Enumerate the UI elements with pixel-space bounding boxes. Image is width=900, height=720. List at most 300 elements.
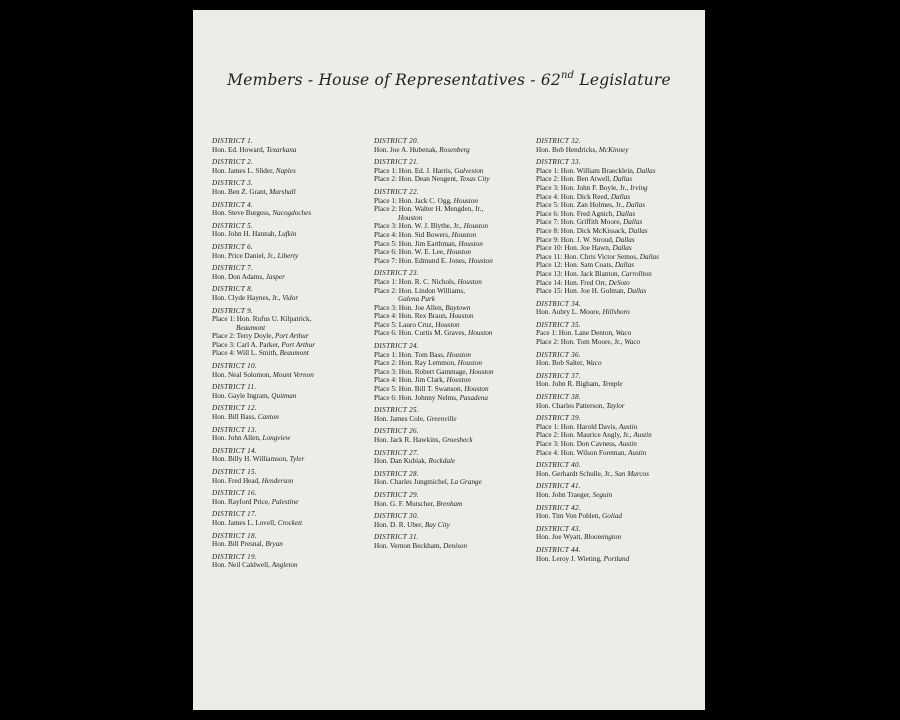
member-line <box>212 498 367 507</box>
member-name: Place 3: Hon. Robert Gammage, <box>374 367 470 376</box>
district-heading: DISTRICT 42. <box>536 503 582 512</box>
member-line <box>536 449 702 458</box>
member-city: McKinney <box>598 145 629 154</box>
member-city: Houston <box>435 320 460 329</box>
district-block <box>536 393 702 410</box>
member-line <box>536 440 702 449</box>
member-name: Hon. Charles Patterson, <box>536 401 607 410</box>
member-city: Port Arthur <box>281 340 315 349</box>
member-city: Irving <box>630 183 648 192</box>
member-line <box>536 218 702 227</box>
member-city: Houston <box>451 230 477 239</box>
member-city: Rosenberg <box>439 145 470 154</box>
district-block <box>374 342 532 402</box>
member-city: Galena Park <box>398 295 435 304</box>
member-name: Place 2: Terry Doyle, <box>212 332 276 341</box>
member-line <box>374 359 532 368</box>
member-city: Austin <box>618 422 638 431</box>
district-heading: DISTRICT 43. <box>536 524 582 533</box>
member-line <box>374 394 532 403</box>
member-line <box>212 477 367 486</box>
district-heading: DISTRICT 16. <box>212 489 258 498</box>
member-name: Place 10: Hon. Joe Hawn, <box>536 244 613 253</box>
district-block <box>536 321 702 347</box>
member-line <box>536 146 702 155</box>
member-name: Place 4: Hon. Jim Clark, <box>374 376 447 385</box>
district-heading: DISTRICT 34. <box>536 299 582 308</box>
member-city: Rockdale <box>428 457 456 466</box>
member-line <box>212 349 367 358</box>
member-line <box>536 175 702 184</box>
district-heading: DISTRICT 26. <box>374 427 420 436</box>
district-heading: DISTRICT 6. <box>212 242 254 251</box>
district-block <box>212 426 367 443</box>
member-line <box>374 457 532 466</box>
member-city: Hillsboro <box>602 308 630 317</box>
member-city: Denison <box>443 541 468 550</box>
member-line <box>374 248 532 257</box>
member-name: Hon. John R. Bigham, <box>536 380 603 389</box>
member-name: Place 5: Lauro Cruz, <box>374 320 436 329</box>
district-heading: DISTRICT 37. <box>536 371 582 380</box>
member-line <box>212 413 367 422</box>
member-city: Houston <box>457 277 482 286</box>
district-heading: DISTRICT 7. <box>212 264 254 273</box>
district-heading: DISTRICT 13. <box>212 425 258 434</box>
member-name: Place 2: Hon. Dean Neugent, <box>374 175 460 184</box>
member-name: Hon. Leroy J. Wieting, <box>536 554 604 563</box>
district-heading: DISTRICT 41. <box>536 482 582 491</box>
district-block <box>536 300 702 317</box>
title-superscript: nd <box>560 70 575 81</box>
member-city: Dallas <box>615 235 635 244</box>
member-line <box>212 392 367 401</box>
member-name: Hon. James Cole, <box>374 414 427 423</box>
member-name: Hon. Bob Hendricks, <box>536 145 599 154</box>
member-name: Place 6: Hon. W. E. Lee, <box>374 248 447 257</box>
member-name: Place 6: Hon. Curtis M. Graves, <box>374 329 469 338</box>
district-heading: DISTRICT 1. <box>212 137 254 145</box>
district-block <box>212 179 367 196</box>
member-name: Hon. Neal Solomon, <box>212 370 273 379</box>
member-line <box>536 210 702 219</box>
member-city: Henderson <box>261 476 294 485</box>
member-name: Hon. John H. Hannah, <box>212 230 279 239</box>
member-name: Hon. Steve Burgess, <box>212 209 273 218</box>
member-city: Dallas <box>636 166 656 175</box>
member-name: Hon. Charles Jungmichel, <box>374 478 451 487</box>
member-name: Place 2: Hon. Walter H. Mengden, Jr., <box>374 205 484 214</box>
member-line <box>536 533 702 542</box>
member-line <box>212 167 367 176</box>
member-name: Hon. Bill Presnal, <box>212 540 266 549</box>
district-heading: DISTRICT 29. <box>374 490 420 499</box>
member-city: Houston <box>458 239 483 248</box>
member-line <box>536 193 702 202</box>
member-city: La Grange <box>450 478 482 487</box>
district-heading: DISTRICT 11. <box>212 383 257 392</box>
member-line <box>536 512 702 521</box>
district-heading: DISTRICT 21. <box>374 158 420 167</box>
district-block <box>374 512 532 529</box>
member-line <box>536 253 702 262</box>
member-line <box>212 146 367 155</box>
member-city: Canton <box>257 413 279 422</box>
member-line <box>536 167 702 176</box>
member-name: Place 4: Hon. Dick Reed, <box>536 192 611 201</box>
member-line <box>374 287 532 296</box>
member-city: Nacogdoches <box>272 209 312 218</box>
member-city: Dallas <box>616 209 636 218</box>
member-city: Houston <box>449 312 474 321</box>
member-city: Palestine <box>271 497 299 506</box>
member-name: Place 6: Hon. Johnny Nelms, <box>374 393 460 402</box>
member-city: Houston <box>464 385 489 394</box>
member-city: Temple <box>602 380 623 389</box>
member-line <box>536 491 702 500</box>
member-city: Austin <box>628 448 647 457</box>
member-name: Place 5: Hon. Zan Holmes, Jr., <box>536 201 626 210</box>
column-1 <box>212 137 367 574</box>
member-line <box>374 436 532 445</box>
district-block <box>212 468 367 485</box>
member-name: Place 5: Hon. Jim Earthman, <box>374 239 459 248</box>
district-heading: DISTRICT 44. <box>536 545 582 554</box>
district-block <box>212 264 367 281</box>
member-line <box>536 279 702 288</box>
member-name: Place 3: Carl A. Parker, <box>212 340 282 349</box>
column-3 <box>536 137 702 567</box>
member-line <box>374 197 532 206</box>
district-heading: DISTRICT 28. <box>374 469 420 478</box>
member-name: Place 5: Hon. Bill T. Swanson, <box>374 385 465 394</box>
member-line <box>536 227 702 236</box>
member-city: Taylor <box>606 401 625 410</box>
member-name: Hon. Joe A. Hubenak, <box>374 145 440 154</box>
district-block <box>536 525 702 542</box>
member-city: Naples <box>275 166 296 175</box>
district-block <box>212 489 367 506</box>
district-block <box>374 406 532 423</box>
member-line <box>374 329 532 338</box>
member-line <box>536 470 702 479</box>
district-block <box>212 404 367 421</box>
member-line <box>212 519 367 528</box>
member-name: Hon. Rayford Price, <box>212 497 272 506</box>
member-name: Place 8: Hon. Dick McKissack, <box>536 226 629 235</box>
member-line <box>212 315 367 324</box>
member-name: Place 3: Hon. Joe Allen, <box>374 303 446 312</box>
member-city: Lufkin <box>278 230 297 239</box>
title-tail: Legislature <box>579 71 671 89</box>
member-city: Carrollton <box>621 269 652 278</box>
member-name: Hon. G. F. Mutscher, <box>374 499 437 508</box>
member-line <box>374 167 532 176</box>
member-city: Dallas <box>610 192 631 201</box>
member-name: Hon. Neil Caldwell, <box>212 561 272 570</box>
district-heading: DISTRICT 39. <box>536 414 582 423</box>
member-name: Hon. Don Adams, <box>212 272 266 281</box>
member-line <box>536 261 702 270</box>
member-name: Hon. Gerhardt Schulle, Jr., <box>536 469 615 478</box>
district-heading: DISTRICT 40. <box>536 461 582 470</box>
district-block <box>374 470 532 487</box>
district-block <box>212 222 367 239</box>
member-city: Angleton <box>271 561 298 570</box>
member-city: Liberty <box>277 251 299 260</box>
district-block <box>212 362 367 379</box>
member-line <box>212 294 367 303</box>
district-block <box>212 285 367 302</box>
member-city: Houston <box>468 256 493 265</box>
member-city: Port Arthur <box>275 332 309 341</box>
member-city: Austin <box>633 431 652 440</box>
member-line <box>374 240 532 249</box>
member-name: Place 7: Hon. Griffith Moore, <box>536 218 624 227</box>
district-heading: DISTRICT 35. <box>536 320 582 329</box>
member-name: Hon. D. R. Uber, <box>374 520 425 529</box>
member-city: Mount Vernon <box>272 370 314 379</box>
member-line <box>374 415 532 424</box>
member-city: Dallas <box>628 226 648 235</box>
member-city: Vidor <box>282 293 299 302</box>
member-line <box>212 455 367 464</box>
member-name: Hon. Price Daniel, Jr., <box>212 251 278 260</box>
district-block <box>536 504 702 521</box>
member-city: Goliad <box>602 512 623 521</box>
district-heading: DISTRICT 23. <box>374 269 420 278</box>
member-name: Hon. Fred Head, <box>212 476 262 485</box>
district-heading: DISTRICT 19. <box>212 552 258 561</box>
member-city: Houston <box>469 367 494 376</box>
member-name: Place 1: Hon. Tom Bass, <box>374 350 447 359</box>
member-line <box>212 209 367 218</box>
member-name: Hon. Gayle Ingram, <box>212 391 272 400</box>
member-line <box>374 521 532 530</box>
member-city: Texarkana <box>266 145 297 154</box>
district-heading: DISTRICT 9. <box>212 306 254 315</box>
member-name: Place 2: Hon. Ben Atwell, <box>536 175 613 184</box>
district-heading: DISTRICT 27. <box>374 448 420 457</box>
member-line <box>374 222 532 231</box>
district-block <box>536 414 702 457</box>
member-line <box>212 188 367 197</box>
member-city: Houston <box>446 376 471 385</box>
member-line <box>374 321 532 330</box>
district-heading: DISTRICT 8. <box>212 285 254 294</box>
member-line <box>536 338 702 347</box>
district-block <box>374 533 532 550</box>
member-name: Place 3: Hon. Don Cavness, <box>536 440 619 448</box>
member-city: Marshall <box>269 187 296 196</box>
member-city: Beaumont <box>279 349 309 358</box>
district-block <box>536 461 702 478</box>
member-city: Tyler <box>289 455 305 464</box>
member-name: Hon. Ed. Howard, <box>212 145 267 154</box>
member-city: Quitman <box>271 391 297 400</box>
district-heading: DISTRICT 14. <box>212 446 258 455</box>
member-line <box>536 244 702 253</box>
member-line <box>374 257 532 266</box>
member-city: Baytown <box>445 303 471 312</box>
member-city: Seguin <box>592 490 613 499</box>
member-name: Place 2: Hon. Maurice Angly, Jr., <box>536 431 634 440</box>
member-line <box>374 542 532 551</box>
member-city: Waco <box>585 359 602 368</box>
title-main: Members - House of Representatives - 62 <box>227 71 561 89</box>
member-name: Place 1: Hon. Ed. J. Harris, <box>374 166 455 175</box>
member-name: Hon. Ben Z. Grant, <box>212 187 270 196</box>
member-name: Hon. John Allen, <box>212 434 263 443</box>
member-name: Place 15: Hon. Joe H. Golman, <box>536 287 628 296</box>
member-line <box>212 341 367 350</box>
district-heading: DISTRICT 17. <box>212 510 258 519</box>
member-name: Place 1: Hon. Rufus U. Kilpatrick, <box>212 315 312 324</box>
member-name: Hon. Tim Von Pohlen, <box>536 512 603 521</box>
member-city: Waco <box>624 338 641 347</box>
district-block <box>212 553 367 570</box>
member-line <box>212 561 367 570</box>
member-name: Place 1: Hon. Jack C. Ogg, <box>374 196 454 205</box>
district-block <box>536 372 702 389</box>
member-line <box>374 312 532 321</box>
member-city: Houston <box>398 213 423 222</box>
member-line <box>536 431 702 440</box>
member-line <box>212 332 367 341</box>
member-city: Houston <box>468 329 493 338</box>
district-block <box>212 510 367 527</box>
member-name: Place 2: Hon. Tom Moore, Jr., <box>536 338 625 347</box>
member-name: Hon. John Traeger, <box>536 490 593 499</box>
member-line <box>374 304 532 313</box>
member-city: Bloomington <box>583 533 622 542</box>
district-block <box>212 383 367 400</box>
district-block <box>374 491 532 508</box>
member-line <box>212 273 367 282</box>
district-heading: DISTRICT 36. <box>536 350 582 359</box>
member-line <box>374 231 532 240</box>
member-name: Hon. Jack R. Hawkins, <box>374 436 443 444</box>
member-city: Crockett <box>277 518 303 527</box>
district-block <box>536 158 702 296</box>
district-heading: DISTRICT 4. <box>212 200 254 209</box>
member-line <box>212 434 367 443</box>
member-city: Brenham <box>436 499 463 508</box>
district-heading: DISTRICT 20. <box>374 137 420 145</box>
member-line <box>374 278 532 287</box>
member-line <box>536 423 702 432</box>
district-block <box>536 546 702 563</box>
member-city: Austin <box>618 440 637 448</box>
member-name: Place 6: Hon. Fred Agnich, <box>536 209 617 218</box>
member-name: Place 4: Will L. Smith, <box>212 349 280 358</box>
member-city: Houston <box>446 350 472 359</box>
district-block <box>374 137 532 154</box>
member-name: Place 1: Hon. Harold Davis, <box>536 422 619 431</box>
member-line <box>536 555 702 564</box>
member-line <box>212 540 367 549</box>
member-line <box>536 402 702 411</box>
member-name: Place 2: Hon. Ray Lemmon, <box>374 359 458 368</box>
district-block <box>374 449 532 466</box>
member-city: Texas City <box>459 175 490 184</box>
member-city: Dallas <box>612 175 633 184</box>
member-name: Place 13: Hon. Jack Blanton, <box>536 269 622 278</box>
member-city: Dallas <box>625 201 646 210</box>
district-heading: DISTRICT 15. <box>212 468 258 476</box>
member-name: Hon. Bill Bass, <box>212 413 258 422</box>
district-heading: DISTRICT 24. <box>374 342 420 351</box>
district-block <box>212 243 367 260</box>
member-city: DeSoto <box>608 278 630 287</box>
member-name: Place 1: Hon. William Braecklein, <box>536 166 637 175</box>
member-line <box>536 359 702 368</box>
district-block <box>374 269 532 338</box>
member-city: Dallas <box>614 261 635 270</box>
member-name: Place 4: Hon. Wilson Foreman, <box>536 448 629 457</box>
member-line <box>374 368 532 377</box>
member-line <box>536 201 702 210</box>
district-block <box>374 188 532 265</box>
member-name: Hon. Clyde Haynes, Jr., <box>212 293 283 302</box>
district-block <box>212 532 367 549</box>
district-block <box>212 158 367 175</box>
member-name: Hon. Aubry L. Moore, <box>536 308 603 317</box>
member-name: Place 4: Hon. Rex Braun, <box>374 312 450 321</box>
member-city: San Marcos <box>614 469 649 478</box>
district-heading: DISTRICT 25. <box>374 406 420 415</box>
member-line <box>536 329 702 338</box>
district-block <box>536 351 702 368</box>
member-city: Dallas <box>639 252 659 261</box>
district-heading: DISTRICT 38. <box>536 393 582 402</box>
member-city: Waco <box>615 329 632 338</box>
member-line <box>212 230 367 239</box>
member-name: Place 3: Hon. W. J. Blythe, Jr., <box>374 222 464 231</box>
member-name: Place 9: Hon. J. W. Stroud, <box>536 235 616 244</box>
member-city: Dallas <box>627 287 647 296</box>
member-city: Pasadena <box>459 393 489 402</box>
member-name: Place 12: Hon. Sam Coats, <box>536 261 615 270</box>
district-heading: DISTRICT 18. <box>212 531 258 540</box>
member-city: Galveston <box>454 166 484 175</box>
district-block <box>374 427 532 444</box>
member-name: Hon. James L. Slider, <box>212 166 276 175</box>
member-line <box>536 184 702 193</box>
member-line <box>536 308 702 317</box>
district-block <box>212 447 367 464</box>
member-name: Hon. Bob Salter, <box>536 359 586 368</box>
district-block <box>536 137 702 154</box>
district-block <box>212 137 367 154</box>
member-city: Dallas <box>623 218 643 227</box>
member-name: Hon. Billy H. Williamson, <box>212 455 290 464</box>
member-city: Houston <box>446 248 472 257</box>
district-heading: DISTRICT 2. <box>212 158 254 167</box>
district-heading: DISTRICT 3. <box>212 179 254 188</box>
member-name: Place 4: Hon. Sid Bowers, <box>374 230 452 239</box>
member-line <box>374 351 532 360</box>
member-line <box>536 270 702 279</box>
member-city: Groesbeck <box>442 436 473 444</box>
member-city: Houston <box>453 196 479 205</box>
member-line <box>374 205 532 214</box>
member-name: Place 2: Hon. Lindon Williams, <box>374 286 466 295</box>
member-line <box>374 385 532 394</box>
member-city: Beaumont <box>236 323 266 332</box>
district-heading: DISTRICT 31. <box>374 533 420 542</box>
district-block <box>212 201 367 218</box>
